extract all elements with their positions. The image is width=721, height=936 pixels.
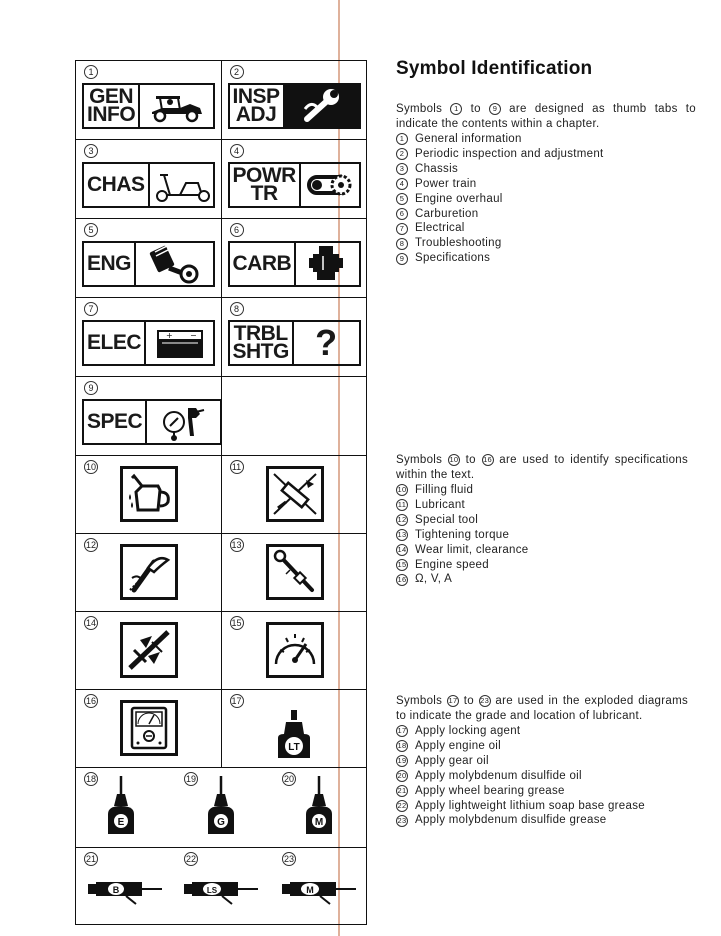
item-text: Specifications [415,252,491,265]
carb-tab [228,241,361,287]
grid-row-3 [76,219,366,298]
item-text: Electrical [415,222,465,235]
cell-eng [76,219,222,297]
chas-tab [82,162,215,208]
grid-row-11 [76,848,366,924]
item-text: Apply gear oil [415,754,489,767]
cell-trbl-shtg [222,298,367,376]
special-tool-icon [120,544,178,600]
symbol-number: 9 [84,381,98,395]
symbol-number: 22 [185,854,196,864]
battery-plus: + [165,331,173,340]
list-item [396,513,688,528]
intro-to-number: 16 [483,454,493,464]
tab-label: SPEC [84,401,147,443]
item-number: 11 [397,500,407,510]
intro-pre: Symbols [396,454,443,466]
item-number: 20 [397,771,407,781]
tab-label-line2: INFO [87,103,136,126]
caliper-icon [120,622,178,678]
tab-label-line1: GEN [89,85,134,108]
piston-icon [136,243,213,285]
cell-filling-fluid [76,456,222,533]
spec-tab [82,399,222,445]
item-number: 16 [397,574,407,584]
intro-mid: to [465,454,476,466]
intro-to-number: 9 [489,103,501,115]
list-item [396,192,696,207]
lube-label: LS [206,886,218,895]
moly-grease-gun-icon [280,876,360,906]
cell-tightening-torque [222,534,367,611]
list-item [396,207,696,222]
list-item [396,724,688,739]
list-item [396,769,688,784]
list-item [396,498,688,513]
specification-symbol-list [396,483,688,587]
item-number: 14 [397,545,407,555]
grid-row-8 [76,612,366,690]
cell-insp-adj [222,61,367,139]
symbol-number: 3 [84,144,98,158]
intro-from-number: 17 [448,695,458,705]
grease-gun-icon [266,466,324,522]
section-thumb-tabs [396,102,696,266]
list-item [396,784,688,799]
symbol-number: 6 [230,223,244,237]
cell-engine-speed [222,612,367,689]
grid-row-10 [76,768,366,848]
item-text: Engine overhaul [415,192,503,205]
intro-from-number: 10 [449,454,459,464]
item-text: Apply engine oil [415,739,501,752]
symbol-number: 18 [85,774,96,784]
cell-elec [76,298,222,376]
list-item [396,754,688,769]
cell-ohm-volt-amp [76,690,222,767]
item-number: 21 [397,786,407,796]
lube-label: B [112,885,120,895]
intro-to-number: 23 [480,695,490,705]
tachometer-icon [266,622,324,678]
intro-pre: Symbols [396,103,443,115]
item-number: 17 [397,726,407,736]
item-number: 10 [397,485,407,495]
item-text: Lubricant [415,498,466,511]
tab-label-line2: SHTG [232,340,289,363]
intro-mid: to [470,103,481,115]
tab-label [230,85,285,127]
tab-label: CARB [230,243,297,285]
intro-post: are designed as thumb tabs to indicate the contents within a chapter. [396,103,696,130]
chain-sprocket-icon [301,164,359,206]
item-text: Chassis [415,162,459,175]
item-number: 7 [396,223,408,235]
lube-label: M [306,885,314,895]
symbol-number: 13 [231,540,242,550]
page-title: Symbol Identification [396,58,593,79]
item-text: Wear limit, clearance [415,543,529,556]
cell-wear-limit [76,612,222,689]
item-text: Periodic inspection and adjustment [415,147,604,160]
symbol-number: 16 [85,696,96,706]
item-number: 15 [397,559,407,569]
item-number: 8 [396,238,408,250]
question-mark-icon: ? [315,322,338,363]
list-item [396,558,688,573]
tab-label-line1: TRBL [233,322,288,345]
section-lubricants [396,694,688,828]
item-number: 22 [397,800,407,810]
locking-agent-bottle-icon [272,708,316,764]
symbol-number: 12 [85,540,96,550]
item-number: 3 [396,163,408,175]
lube-label: E [117,817,125,828]
item-text: Filling fluid [415,484,474,496]
thumb-tab-list [396,132,696,266]
item-text: Apply molybdenum disulfide grease [415,814,607,827]
symbol-number: 23 [283,854,294,864]
item-text: Power train [415,177,477,190]
intro-from-number: 1 [450,103,462,115]
tab-label-line1: POWR [232,164,296,187]
item-text: General information [415,133,522,145]
battery-minus: − [189,331,197,340]
grid-row-2 [76,140,366,219]
oil-can-icon [120,466,178,522]
symbol-number: 8 [230,302,244,316]
list-item [396,147,696,162]
symbol-number: 20 [283,774,294,784]
symbol-number: 2 [230,65,244,79]
item-text: Apply wheel bearing grease [415,784,565,797]
symbol-number: 17 [231,696,242,706]
carburetor-icon [296,243,358,285]
tab-label [230,322,294,364]
item-number: 23 [397,815,407,825]
item-number: 6 [396,208,408,220]
tab-label-line2: TR [250,182,278,205]
item-text: Carburetion [415,207,479,220]
tab-label: ELEC [84,322,146,364]
engine-oil-can-icon [104,774,138,838]
gen-info-tab [82,83,215,129]
item-text: Engine speed [415,558,489,571]
item-number: 13 [397,530,407,540]
list-item [396,813,688,828]
item-number: 9 [396,253,408,265]
item-number: 12 [397,515,407,525]
section-intro [396,694,688,724]
symbol-number: 19 [185,774,196,784]
tab-label-line2: ADJ [235,103,277,126]
grid-row-7 [76,534,366,612]
intro-mid: to [463,695,474,707]
gear-oil-can-icon [204,774,238,838]
cell-chas [76,140,222,218]
symbol-number: 7 [84,302,98,316]
cell-empty [222,377,367,455]
intro-post: are used to identify specifications within the text. [396,454,689,481]
item-number: 4 [396,178,408,190]
item-text: Ω, V, A [415,573,453,586]
section-specifications [396,453,688,587]
grid-row-5 [76,377,366,456]
item-number: 2 [396,148,408,160]
chassis-icon [150,164,214,206]
section-intro [396,102,696,132]
lube-label: G [217,817,225,828]
list-item [396,132,696,147]
symbol-number: 10 [85,462,96,472]
multimeter-icon [120,700,178,756]
grid-row-9 [76,690,366,768]
cell-special-tool [76,534,222,611]
item-number: 5 [396,193,408,205]
item-number: 18 [397,741,407,751]
wrench-icon [285,85,359,127]
cell-oil-bottles [76,768,366,847]
symbol-grid [75,60,367,925]
symbol-number: 15 [231,618,242,628]
list-item [396,221,696,236]
symbol-identification-text [396,58,696,266]
lithium-grease-gun-icon [182,876,262,906]
trbl-shtg-tab [228,320,361,366]
list-item [396,739,688,754]
symbol-number: 11 [230,460,244,474]
golf-cart-icon [140,85,213,127]
list-item [396,236,696,251]
list-item [396,799,688,814]
section-intro [396,453,688,483]
list-item [396,177,696,192]
tab-label: ENG [84,243,136,285]
intro-pre: Symbols [396,695,443,707]
lube-label: LT [287,742,300,753]
cell-locking-agent [222,690,367,767]
symbol-number: 4 [230,144,244,158]
eng-tab [82,241,215,287]
item-number: 19 [397,756,407,766]
list-item [396,251,696,266]
grid-row-1 [76,61,366,140]
item-number: 1 [396,133,408,145]
cell-spec [76,377,222,455]
torque-wrench-icon [266,544,324,600]
elec-tab [82,320,215,366]
wheel-bearing-grease-gun-icon [86,876,166,906]
item-text: Apply molybdenum disulfide oil [415,769,582,782]
item-text: Tightening torque [415,528,510,541]
list-item [396,572,688,587]
intro-post: are used in the exploded diagrams to indicate the grade and location of lubricant. [396,695,688,722]
symbol-number: 5 [84,223,98,237]
powr-tr-tab [228,162,361,208]
cell-carb [222,219,367,297]
list-item [396,483,688,498]
cell-powr-tr [222,140,367,218]
cell-lubricant [222,456,367,533]
tab-label [84,85,140,127]
moly-oil-can-icon [302,774,336,838]
item-text: Apply locking agent [415,725,521,737]
insp-adj-tab [228,83,361,129]
battery-icon [146,322,213,364]
item-text: Special tool [415,513,479,526]
cell-gen-info [76,61,222,139]
lubricant-symbol-list [396,724,688,828]
lube-label: M [314,817,324,828]
symbol-number: 14 [85,618,96,628]
tab-label: CHAS [84,164,150,206]
gauge-tools-icon [147,401,220,443]
item-text: Troubleshooting [415,237,502,250]
tab-label-line1: INSP [232,85,280,108]
item-text: Apply lightweight lithium soap base grease [415,799,645,812]
grid-row-6 [76,456,366,534]
list-item [396,528,688,543]
symbol-number: 1 [84,65,98,79]
tab-label [230,164,301,206]
list-item [396,162,696,177]
list-item [396,543,688,558]
symbol-number: 21 [85,854,96,864]
grid-row-4 [76,298,366,377]
cell-grease-guns [76,848,366,924]
